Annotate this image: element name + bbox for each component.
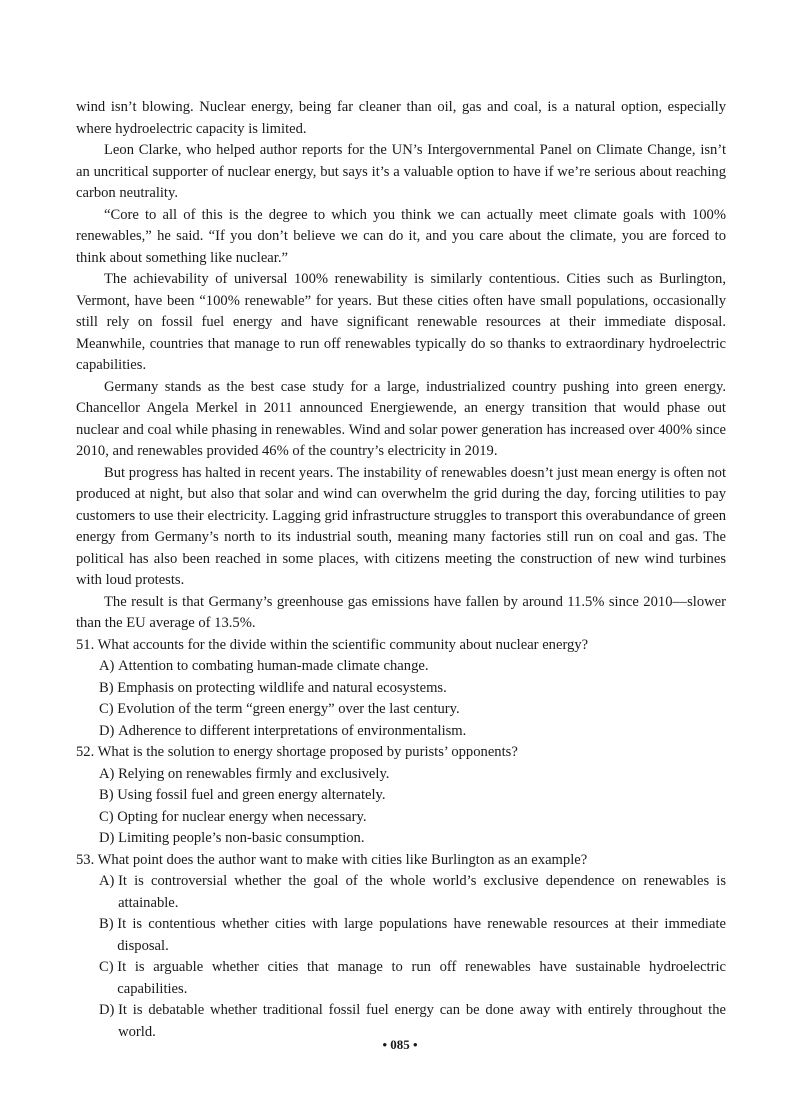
option-letter: C) [99,959,118,975]
page-content [76,97,726,1043]
option-51-b[interactable] [99,678,726,700]
passage-paragraph-1: wind isn’t blowing. Nuclear energy, being far cleaner than oil, gas and coal, is a natural option, especially where hydroelectric capacity is limited. [76,99,726,137]
question-stem: 53. What point does the author want to make with cities like Burlington as an example? [76,851,588,868]
option-letter: A) [99,765,119,782]
option-letter: A) [99,873,119,889]
option-letter: A) [99,658,119,674]
option-text: It is debatable whether traditional fossil fuel energy can be done away with entirely throughout the world. [118,1002,726,1040]
option-text: Relying on renewables firmly and exclusively. [118,765,390,782]
passage-paragraph-2: Leon Clarke, who helped author reports for the UN’s Intergovernmental Panel on Climate Change, isn’t an uncritical supporter of nuclear energy, but says it’s a valuable option to have if we’re serious about reaching carbon neutrality. [76,142,726,201]
option-letter: C) [99,808,118,825]
option-52-d[interactable] [99,828,726,850]
option-text: It is controversial whether the goal of the whole world’s exclusive dependence on renewables is attainable. [118,873,726,911]
option-text: Opting for nuclear energy when necessary. [117,808,367,825]
option-text: Emphasis on protecting wildlife and natural ecosystems. [117,679,447,696]
option-letter: B) [99,916,118,932]
option-51-a[interactable] [99,656,726,678]
option-text: Using fossil fuel and green energy alternately. [117,787,386,803]
option-letter: D) [99,1002,119,1018]
option-letter: D) [99,830,119,846]
page-number: • 085 • [382,1037,418,1052]
passage-paragraph-4: The achievability of universal 100% renewability is similarly contentious. Cities such as Burlington, Vermont, have been “100% renewable” for years. But these cities often have small populations, occasionally still rely on fossil fuel energy and have significant renewable resources at their immediate disposal. Meanwhile, countries that manage to run off renewables typically do so thanks to extraordinary hydroelectric capabilities. [76,271,726,373]
option-text: Limiting people’s non-basic consumption. [118,830,365,846]
option-text: Attention to combating human-made climate change. [118,658,429,674]
option-text: Adherence to different interpretations of environmentalism. [118,722,467,739]
option-letter: B) [99,679,118,696]
question-stem: 51. What accounts for the divide within the scientific community about nuclear energy? [76,636,589,653]
option-51-d[interactable] [99,721,726,743]
passage-paragraph-3: “Core to all of this is the degree to which you think we can actually meet climate goals with 100% renewables,” he said. “If you don’t believe we can do it, and you care about the climate, you are forced to think about something like nuclear.” [76,206,726,266]
option-53-c[interactable] [99,957,726,1000]
option-51-c[interactable] [99,699,726,721]
passage-paragraph-5: Germany stands as the best case study for a large, industrialized country pushing into green energy. Chancellor Angela Merkel in 2011 announced Energiewende, an energy transition that would phase out nuclear and coal while phasing in renewables. Wind and solar power generation has increased over 400% since 2010, and renewables provided 46% of the country’s electricity in 2019. [76,378,726,459]
passage-paragraph-7: The result is that Germany’s greenhouse gas emissions have fallen by around 11.5% since 2010—slower than the EU average of 13.5%. [76,593,726,631]
option-52-a[interactable] [99,764,726,786]
option-text: It is contentious whether cities with large populations have renewable resources at their immediate disposal. [117,916,726,954]
option-letter: C) [99,701,118,717]
passage-paragraph-6: But progress has halted in recent years. The instability of renewables doesn’t just mean energy is often not produced at night, but also that solar and wind can overwhelm the grid during the day, forcing utilities to pay customers to use their electricity. Lagging grid infrastructure struggles to transport this overabundance of green energy from Germany’s north to its industrial south, meaning many factories still run on coal and gas. The political has also been reached in some places, with citizens meeting the construction of new wind turbines with loud protests. [76,464,726,588]
option-52-b[interactable] [99,785,726,807]
question-52 [76,742,726,850]
option-52-c[interactable] [99,807,726,829]
option-53-b[interactable] [99,914,726,957]
option-text: Evolution of the term “green energy” over the last century. [117,701,460,717]
question-51 [76,635,726,743]
option-text: It is arguable whether cities that manage to run off renewables have sustainable hydroelectric capabilities. [117,959,726,997]
option-53-a[interactable] [99,871,726,914]
question-stem: 52. What is the solution to energy shortage proposed by purists’ opponents? [76,744,518,760]
option-letter: D) [99,722,119,739]
option-letter: B) [99,787,118,803]
question-53 [76,850,726,1044]
